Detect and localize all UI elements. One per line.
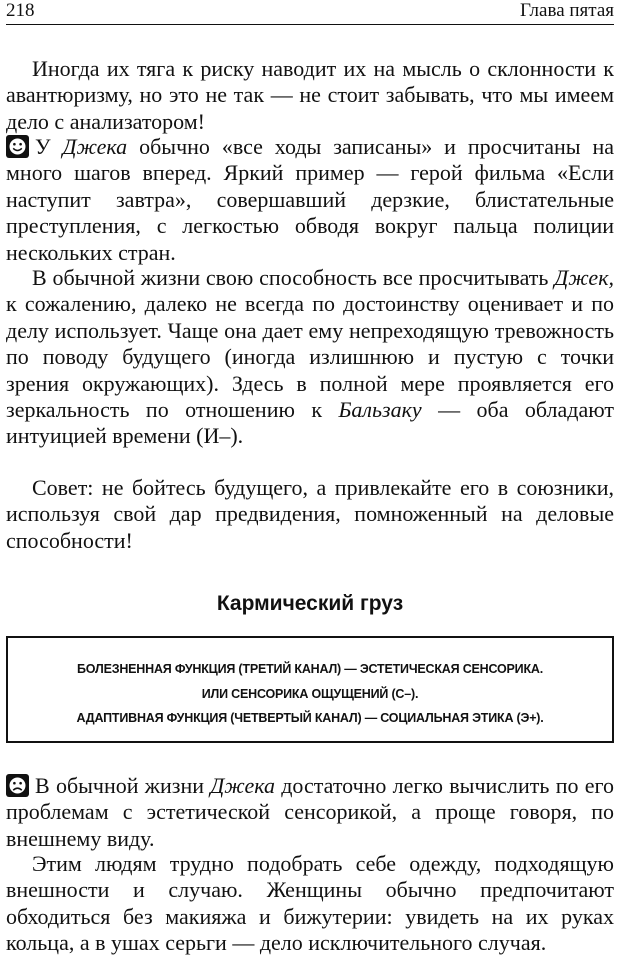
paragraph-everyday-lead: В обычной жизни свою способность все просчитывать: [32, 265, 555, 290]
name-jack-2: Джек,: [554, 265, 614, 290]
advice-paragraph: Совет: не бойтесь будущего, а привлекайте его в союзники, используя свой дар предвидения, помноженный на деловые способности!: [6, 475, 614, 553]
smiley-face-icon: [6, 135, 29, 158]
paragraph-risk: Иногда их тяга к риску наводит их на мысль о склонности к авантюризму, но это не так — не стоит забывать, что мы имеем дело с анализатором!: [6, 56, 614, 134]
paragraph-moves: [6, 134, 614, 266]
section-title: Кармический груз: [216, 592, 404, 615]
paragraph-everyday-tail: — оба обладают интуицией времени (И–).: [6, 397, 614, 449]
name-jack: Джека: [62, 134, 128, 159]
paragraph-appearance-lead: В обычной жизни: [35, 773, 211, 798]
function-box-line: БОЛЕЗНЕННАЯ ФУНКЦИЯ (ТРЕТИЙ КАНАЛ) — ЭСТЕТИЧЕСКАЯ СЕНСОРИКА.: [77, 662, 543, 676]
paragraph-moves-lead: У: [35, 134, 63, 159]
function-box-line: АДАПТИВНАЯ ФУНКЦИЯ (ЧЕТВЕРТЫЙ КАНАЛ) — СОЦИАЛЬНАЯ ЭТИКА (Э+).: [76, 711, 544, 725]
paragraph-everyday: [6, 265, 614, 450]
sad-face-icon: [6, 774, 29, 797]
function-box-line: ИЛИ СЕНСОРИКА ОЩУЩЕНИЙ (С–).: [201, 686, 419, 701]
header-rule: [6, 24, 614, 25]
name-jack-3: Джека: [210, 773, 275, 798]
paragraph-appearance-text: достаточно легко вычислить по его проблемам с эстетической сенсорикой, а проще говоря, по внешнему виду.: [6, 773, 614, 851]
paragraph-everyday-middle: к сожалению, далеко не всегда по достоинству оценивает и по делу использует. Чаще она дает ему непреходящую тревожность по поводу будущего (иногда излишнюю и пустую с точки зрения окружающих). Здесь в полной мере проявляется его зеркальность по отношению к: [6, 291, 614, 423]
name-balzac: Бальзаку: [338, 397, 422, 423]
running-head: Глава пятая: [520, 0, 614, 21]
paragraph-moves-text: обычно «все ходы записаны» и просчитаны на много шагов вперед. Яркий пример — герой фильма «Если наступит завтра», совершавший дерзкие, блистательные преступления, с легкостью обводя вокруг пальца полиции нескольких стран.: [6, 134, 615, 265]
page-number: 218: [6, 0, 35, 21]
function-box: [6, 636, 614, 743]
paragraph-clothing: Этим людям трудно подобрать себе одежду, подходящую внешности и случаю. Женщины обычно предпочитают обходиться без макияжа и бижутерии: увидеть на их руках кольца, а в ушах серьги — дело исключительного случая.: [6, 851, 614, 956]
paragraph-appearance: [6, 773, 614, 852]
